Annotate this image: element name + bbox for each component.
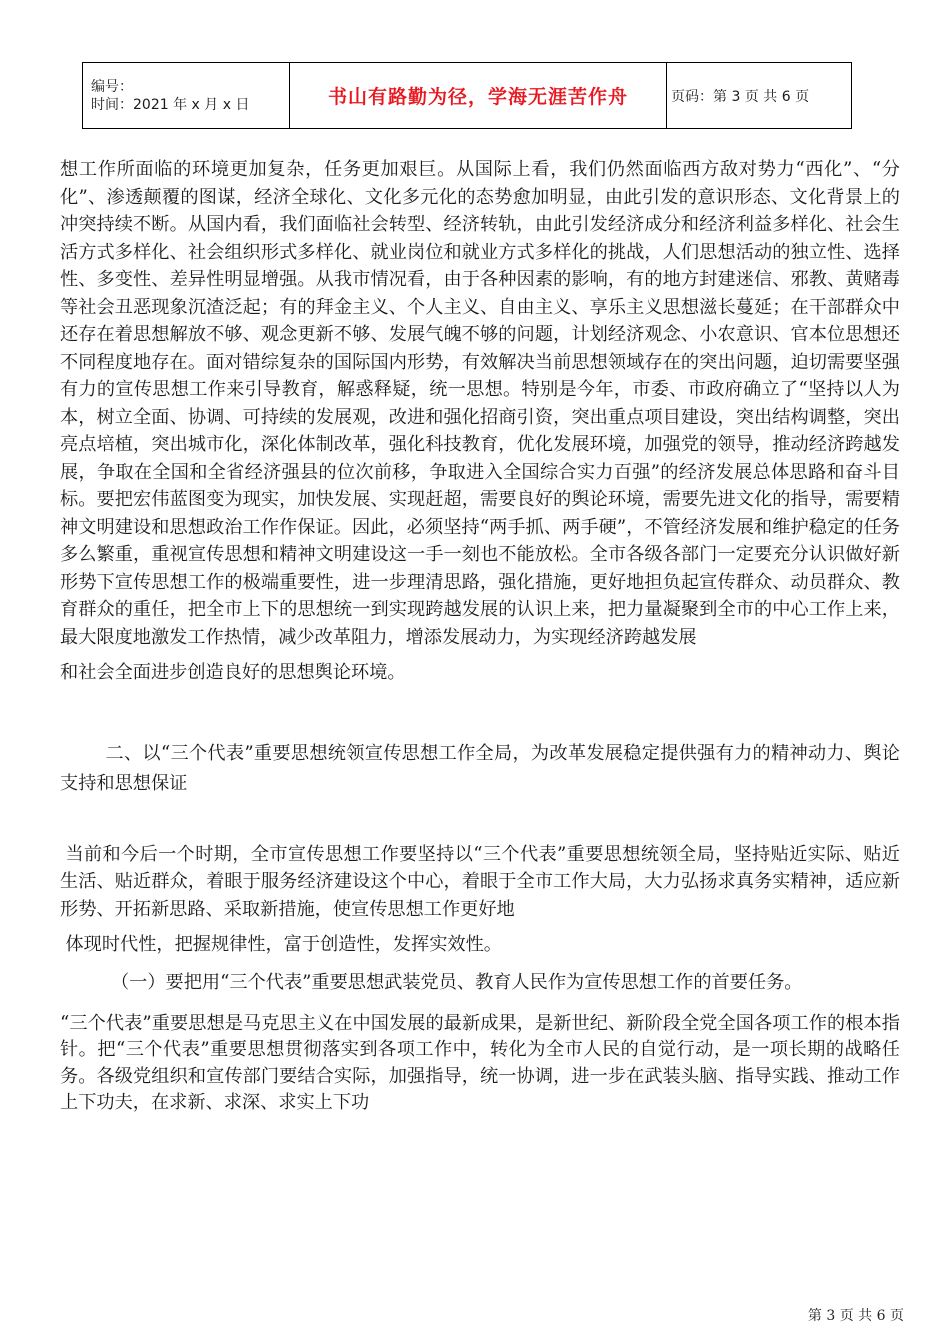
header-motto: 书山有路勤为径，学海无涯苦作舟 bbox=[290, 63, 667, 129]
paragraph-three-represents: “三个代表”重要思想是马克思主义在中国发展的最新成果，是新世纪、新阶段全党全国各项工作的根本指针。把“三个代表”重要思想贯彻落实到各项工作中，转化为全市人民的自觉行动，是一项长期的战略任务。各级党组织和宣传部门要结合实际，加强指导，统一协调，进一步在武装头脑、指导实践、推动工作上下功夫，在求新、求深、求实上下功 bbox=[60, 1012, 900, 1113]
paragraph-environment bbox=[60, 156, 900, 687]
subsection-heading-1: （一）要把用“三个代表”重要思想武装党员、教育人民作为宣传思想工作的首要任务。 bbox=[110, 971, 803, 993]
header-page-info: 页码：第 3 页 共 6 页 bbox=[667, 63, 852, 129]
time-label: 时间：2021 年 x 月 x 日 bbox=[91, 96, 250, 113]
section-heading-2: 二、以“三个代表”重要思想统领宣传思想工作全局，为改革发展稳定提供强有力的精神动力、舆论支持和思想保证 bbox=[60, 742, 900, 794]
paragraph-environment-text: 想工作所面临的环境更加复杂，任务更加艰巨。从国际上看，我们仍然面临西方敌对势力“西化”、“分化”、渗透颠覆的图谋，经济全球化、文化多元化的态势愈加明显，由此引发的意识形态、文化背景上的冲突持续不断。从国内看，我们面临社会转型、经济转轨，由此引发经济成分和经济利益多样化、社会生活方式多样化、社会组织形式多样化、就业岗位和就业方式多样化的挑战，人们思想活动的独立性、选择性、多变性、差异性明显增强。从我市情况看，由于各种因素的影响，有的地方封建迷信、邪教、黄赌毒等社会丑恶现象沉渣泛起；有的拜金主义、个人主义、自由主义、享乐主义思想滋长蔓延；在干部群众中还存在着思想解放不够、观念更新不够、发展气魄不够的问题，计划经济观念、小农意识、官本位思想还不同程度地存在。面对错综复杂的国际国内形势，有效解决当前思想领域存在的突出问题，迫切需要坚强有力的宣传思想工作来引导教育，解惑释疑，统一思想。特别是今年，市委、市政府确立了“坚持以人为本，树立全面、协调、可持续的发展观，改进和强化招商引资，突出重点项目建设，突出结构调整，突出亮点培植，突出城市化，深化体制改革，强化科技教育，优化发展环境，加强党的领导，推动经济跨越发展，争取在全国和全省经济强县的位次前移，争取进入全国综合实力百强”的经济发展总体思路和奋斗目标。要把宏伟蓝图变为现实，加快发展、实现赶超，需要良好的舆论环境，需要先进文化的指导，需要精神文明建设和思想政治工作作保证。因此，必须坚持“两手抓、两手硬”，不管经济发展和维护稳定的任务多么繁重，重视宣传思想和精神文明建设这一手一刻也不能放松。全市各级各部门一定要充分认识做好新形势下宣传思想工作的极端重要性，进一步理清思路，强化措施，更好地担负起宣传群众、动员群众、教育群众的重任，把全市上下的思想统一到实现跨越发展的认识上来，把力量凝聚到全市的中心工作上来，最大限度地激发工作热情，减少改革阻力，增添发展动力，为实现经济跨越发展 bbox=[60, 159, 900, 648]
footer-page-number: 第 3 页 共 6 页 bbox=[807, 1308, 904, 1324]
paragraph-current-period-text: 当前和今后一个时期，全市宣传思想工作要坚持以“三个代表”重要思想统领全局，坚持贴近实际、贴近生活、贴近群众，着眼于服务经济建设这个中心，着眼于全市工作大局，大力弘扬求真务实精神，适应新形势、开拓新思路、采取新措施，使宣传思想工作更好地 bbox=[60, 843, 900, 920]
paragraph-environment-last-line: 和社会全面进步创造良好的思想舆论环境。 bbox=[60, 662, 406, 683]
document-body bbox=[60, 150, 900, 1117]
header-table bbox=[82, 62, 852, 129]
paragraph-current-period bbox=[60, 841, 900, 959]
header-meta bbox=[83, 63, 290, 129]
code-label: 编号： bbox=[91, 78, 133, 95]
paragraph-current-period-last-line: 体现时代性，把握规律性，富于创造性，发挥实效性。 bbox=[65, 934, 502, 955]
